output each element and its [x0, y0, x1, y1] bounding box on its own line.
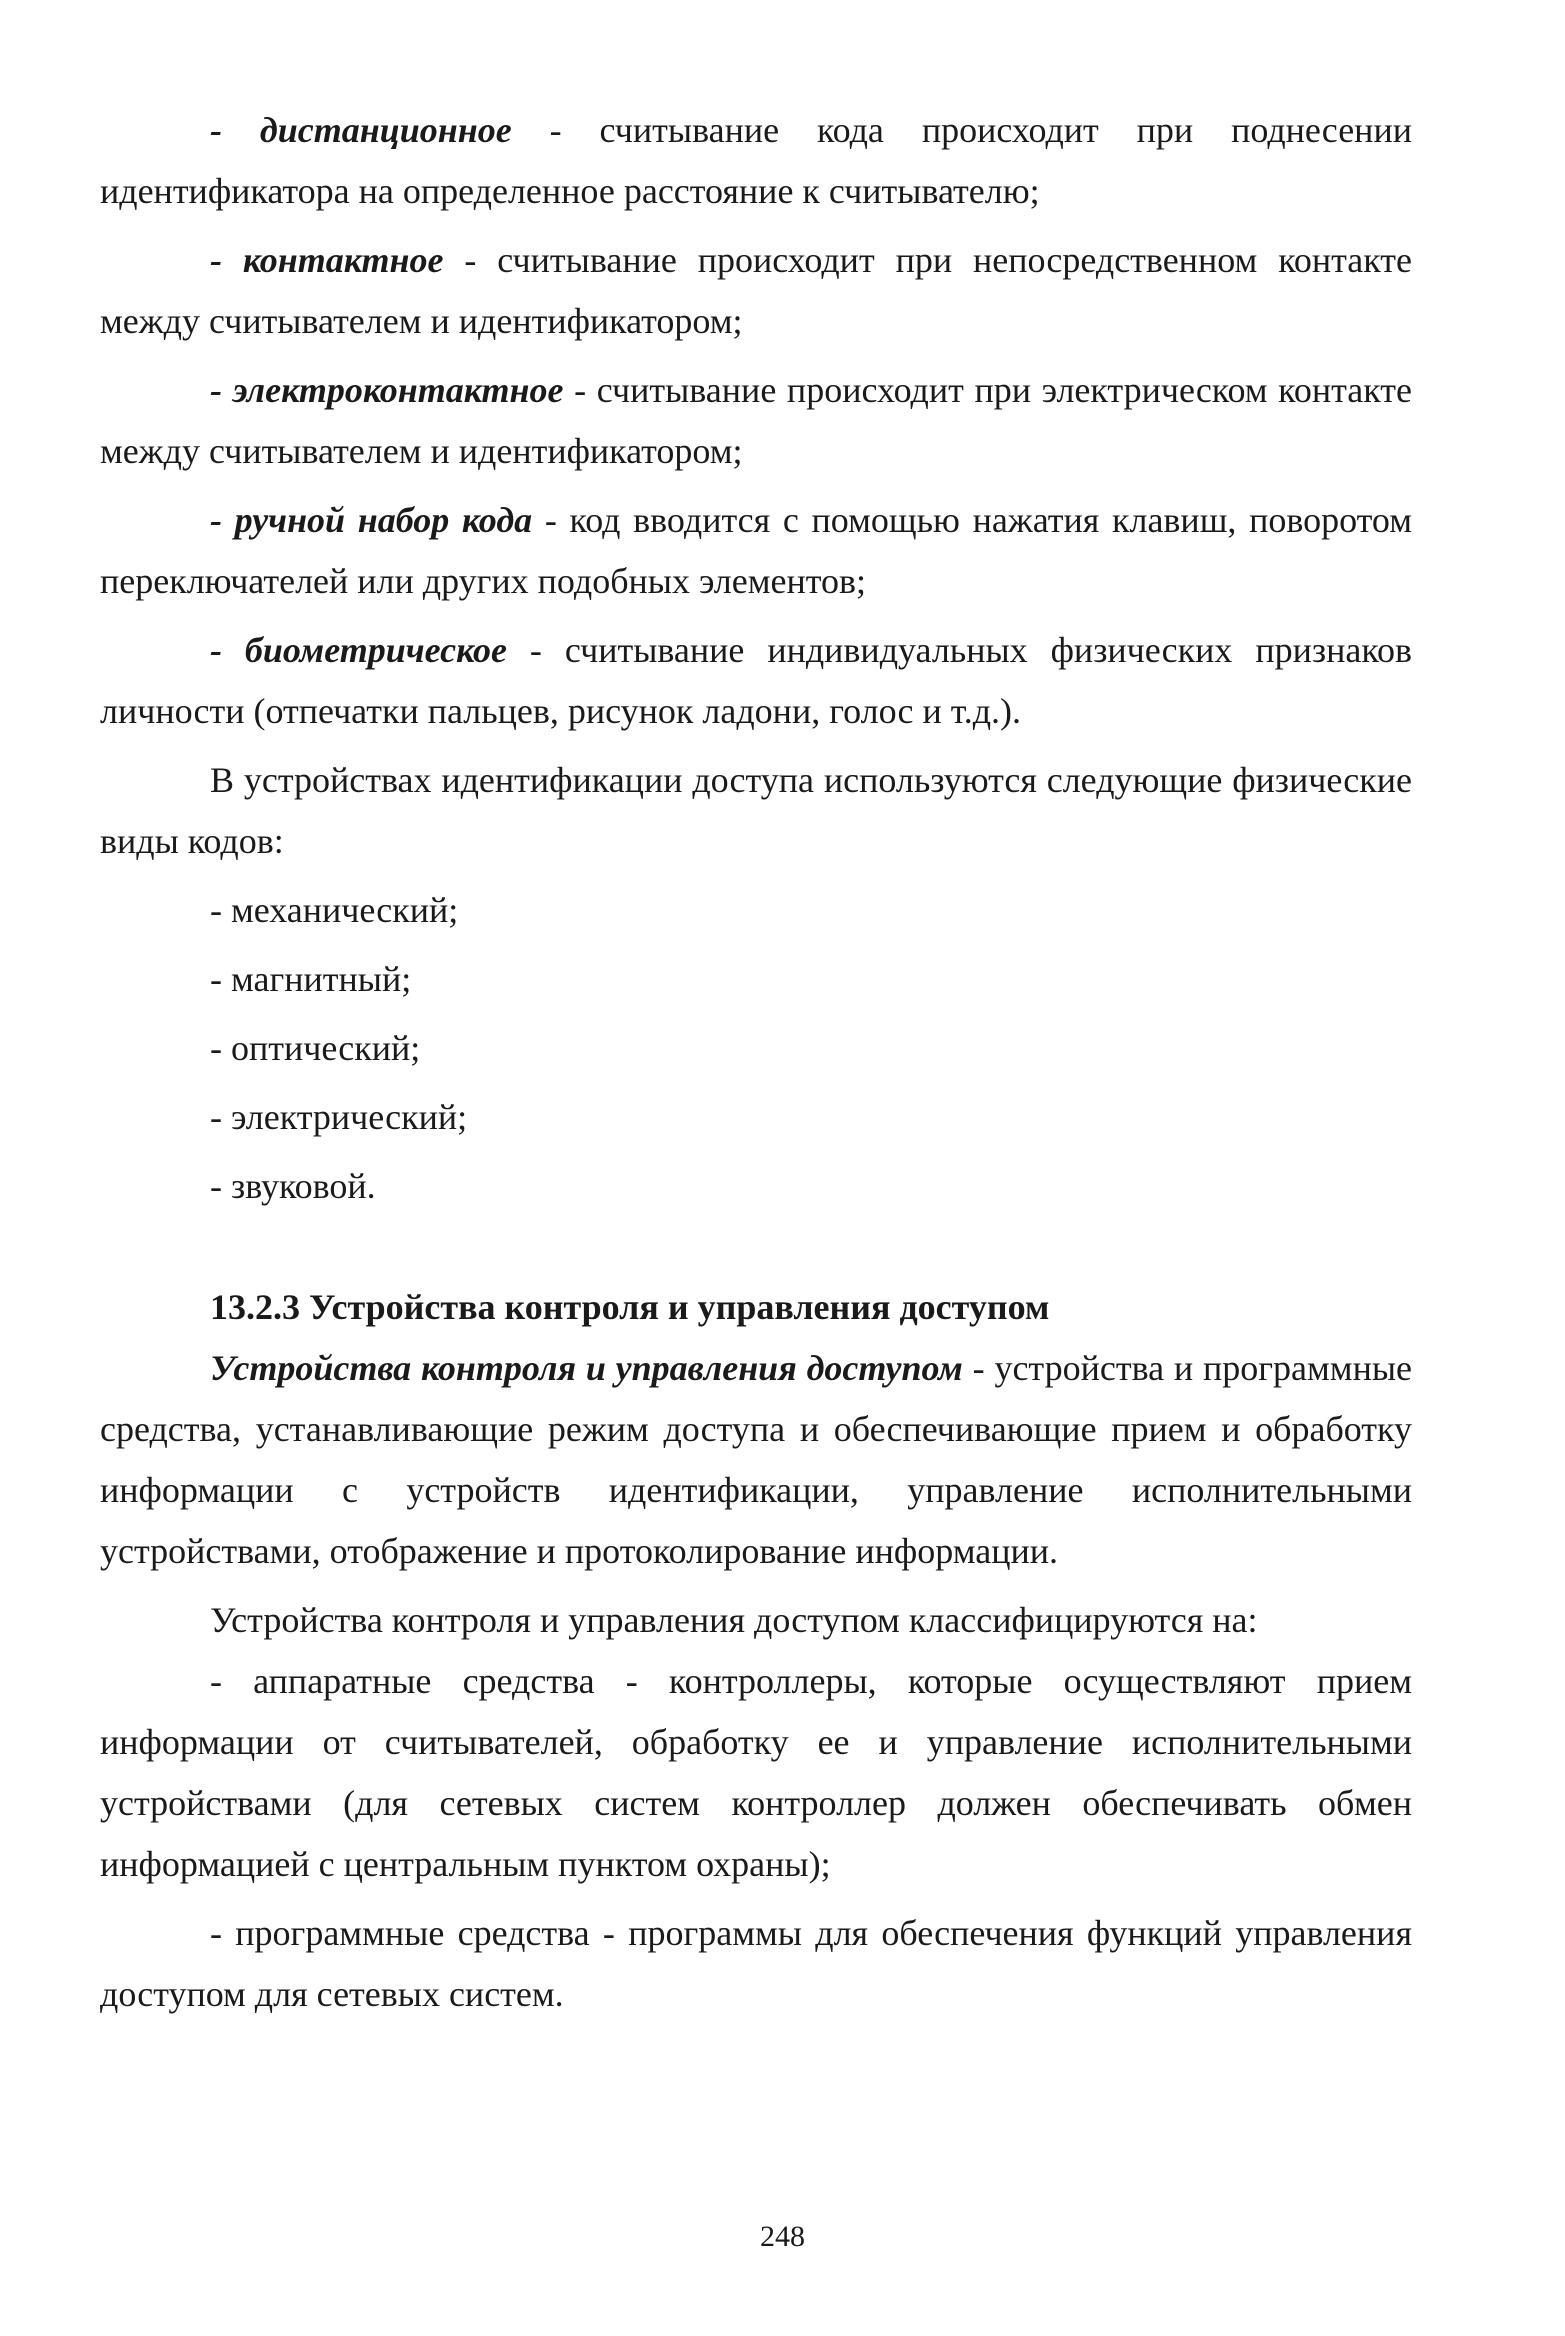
item-term: - электроконтактное [210, 370, 564, 410]
code-item: - звуковой. [210, 1166, 376, 1206]
page-number: 248 [760, 2220, 805, 2253]
item-term: - ручной набор кода [210, 500, 533, 540]
definition-term: Устройства контроля и управления доступом [210, 1348, 963, 1388]
item-paragraph [100, 230, 1412, 352]
code-item: - оптический; [210, 1028, 421, 1068]
item-text: - считывание происходит при электрическом контакте между считывателем и идентификатором; [100, 370, 1412, 471]
page-content [100, 100, 1412, 2025]
item-paragraph [100, 490, 1412, 612]
item-text: - считывание кода происходит при поднесении идентификатора на определенное расстояние к считывателю; [100, 110, 1412, 211]
section-heading: 13.2.3 Устройства контроля и управления доступом [210, 1287, 1050, 1327]
classification-item: - аппаратные средства - контроллеры, которые осуществляют прием информации от считывателей, обработку ее и управление исполнительными устройствами (для сетевых систем контроллер должен обеспечивать обмен информацией с центральным пунктом охраны); [100, 1661, 1412, 1884]
item-text: - код вводится с помощью нажатия клавиш, поворотом переключателей или других подобных элементов; [100, 500, 1412, 601]
item-text: - считывание происходит при непосредственном контакте между считывателем и идентификатором; [100, 240, 1413, 341]
item-term: - биометрическое [210, 630, 507, 670]
code-item: - магнитный; [210, 959, 412, 999]
classification-intro: Устройства контроля и управления доступом классифицируются на: [210, 1600, 1258, 1640]
definition-paragraph [100, 1338, 1412, 1582]
item-paragraph [100, 360, 1412, 482]
item-term: - контактное [210, 240, 444, 280]
codes-intro: В устройствах идентификации доступа используются следующие физические виды кодов: [100, 760, 1412, 861]
code-item: - механический; [210, 890, 459, 930]
item-paragraph [100, 100, 1412, 222]
definition-text: - устройства и программные средства, устанавливающие режим доступа и обеспечивающие прием и обработку информации с устройств идентификации, управление исполнительными устройствами, отображение и протоколирование информации. [100, 1348, 1412, 1571]
code-item: - электрический; [210, 1097, 468, 1137]
classification-item: - программные средства - программы для обеспечения функций управления доступом для сетевых систем. [100, 1913, 1412, 2014]
item-term: - дистанционное [210, 110, 512, 150]
item-text: - считывание индивидуальных физических признаков личности (отпечатки пальцев, рисунок ладони, голос и т.д.). [100, 630, 1412, 731]
item-paragraph [100, 620, 1412, 742]
